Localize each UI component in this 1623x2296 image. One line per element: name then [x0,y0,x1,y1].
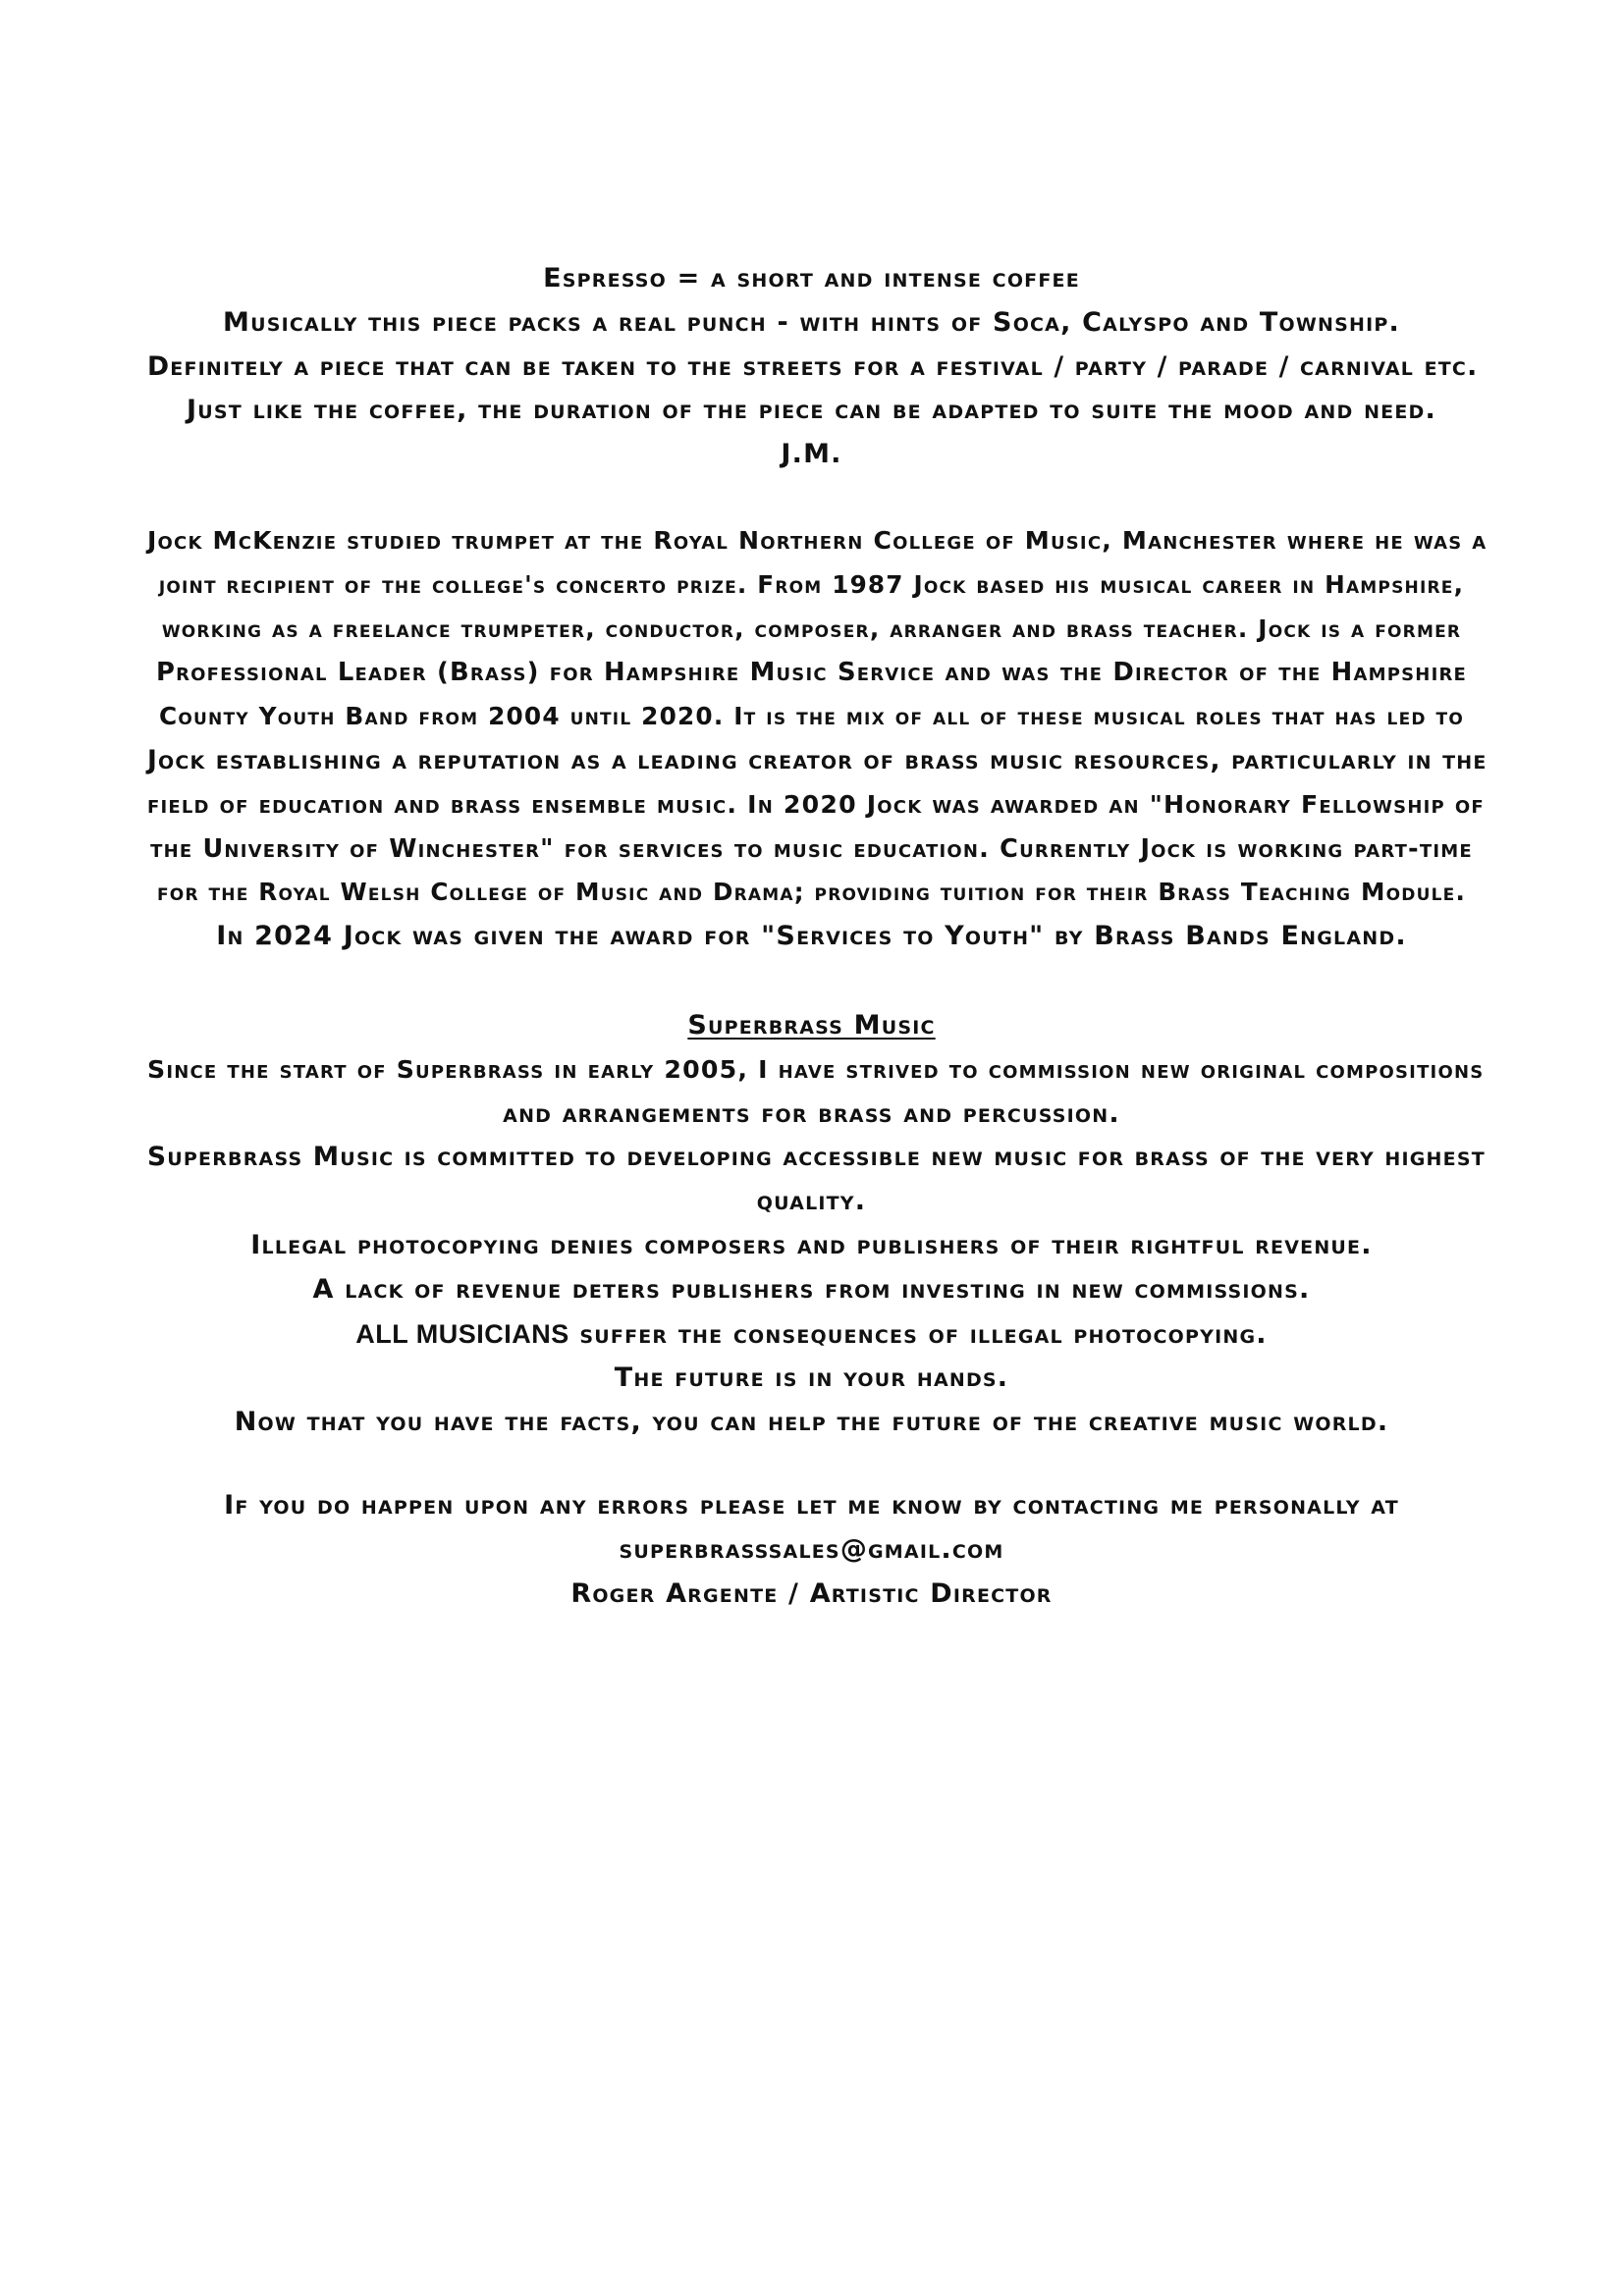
publisher-line: A lack of revenue deters publishers from investing in new commissions. [312,1273,1311,1305]
piece-description-line: Definitely a piece that can be taken to the streets for a festival / party / parade / carnival etc. [147,350,1479,382]
biography-line: Professional Leader (Brass) for Hampshire Music Service and was the Director of the Hampshire [155,658,1468,688]
biography-line: County Youth Band from 2004 until 2020. It is the mix of all of these musical roles that has led to [159,702,1464,731]
piece-tagline: Espresso = a short and intense coffee [543,263,1080,294]
publisher-line: quality. [756,1186,867,1217]
publisher-line: Superbrass Music is committed to developing accessible new music for brass of the very highest [147,1142,1486,1173]
signature: Roger Argente / Artistic Director [570,1577,1053,1609]
biography-line: joint recipient of the college's concerto prize. From 1987 Jock based his musical career in Hampshire, [158,569,1465,599]
publisher-statement [147,1004,1486,1445]
biography-line: the University of Winchester" for services to music education. Currently Jock is working part-time [150,833,1473,864]
biography-line: for the Royal Welsh College of Music and Drama; providing tuition for their Brass Teaching Module. [156,878,1466,907]
publisher-line: Since the start of Superbrass in early 2005, I have strived to commission new original compositions [147,1054,1485,1084]
piece-description-line: Just like the coffee, the duration of the piece can be adapted to suite the mood and need. [187,395,1436,426]
biography-line: Jock establishing a reputation as a leading creator of brass music resources, particularly in the [147,744,1488,775]
biography-line: working as a freelance trumpeter, conductor, composer, arranger and brass teacher. Jock is a former [161,614,1462,643]
piece-description [147,257,1479,477]
all-musicians-emphasis: ALL MUSICIANS [355,1318,569,1349]
copyright-warning-line [147,1312,1476,1358]
copyright-warning-text: suffer the consequences of illegal photocopying. [568,1318,1268,1350]
piece-description-line: Musically this piece packs a real punch - with hints of Soca, Calyspo and Township. [223,306,1400,338]
contact-section [147,1484,1476,1616]
contact-request: If you do happen upon any errors please let me know by contacting me personally at [224,1490,1399,1521]
biography-line: Jock McKenzie studied trumpet at the Royal Northern College of Music, Manchester where he was a [147,526,1488,555]
contact-email: superbrasssales@gmail.com [619,1533,1004,1565]
author-initials: J.M. [781,439,842,470]
composer-biography [147,519,1488,959]
publisher-line: Now that you have the facts, you can help the future of the creative music world. [234,1407,1389,1438]
biography-line: field of education and brass ensemble music. In 2020 Jock was awarded an "Honorary Fellowship of [147,789,1485,819]
publisher-heading: Superbrass Music [687,1010,936,1041]
publisher-line: The future is in your hands. [614,1362,1009,1394]
publisher-line: Illegal photocopying denies composers and publishers of their rightful revenue. [250,1229,1373,1260]
publisher-line: and arrangements for brass and percussion. [503,1097,1120,1129]
biography-line: In 2024 Jock was given the award for "Services to Youth" by Brass Bands England. [216,921,1407,952]
